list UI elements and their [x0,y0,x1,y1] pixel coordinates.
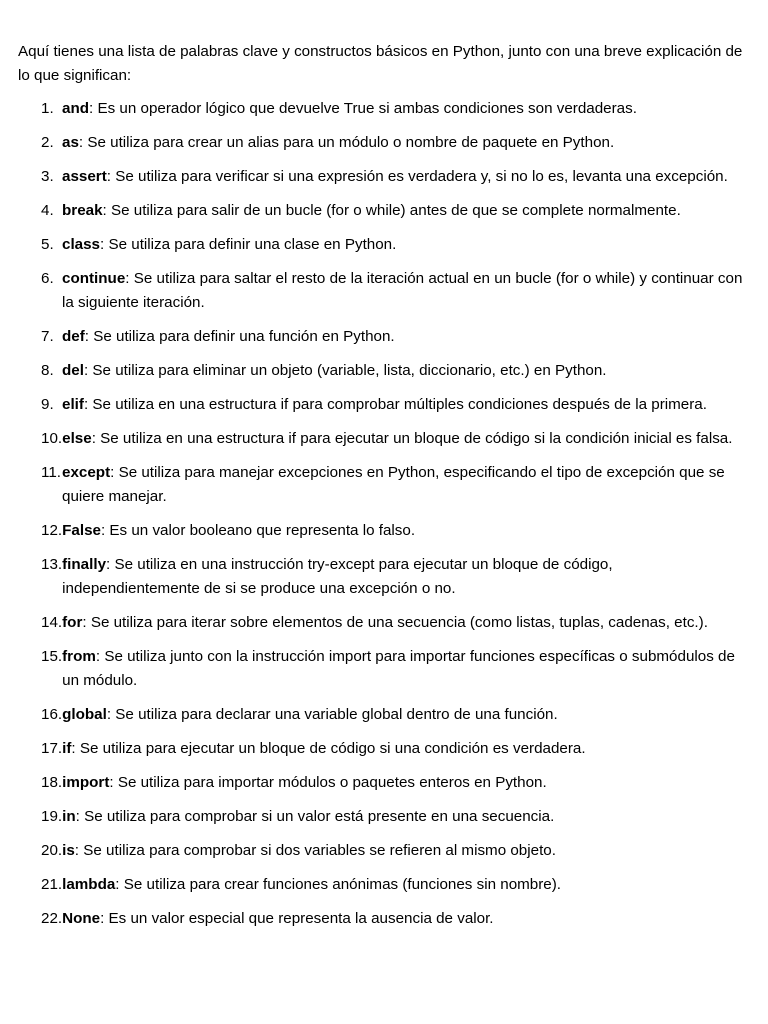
keyword-description: : Se utiliza para salir de un bucle (for o while) antes de que se complete normalmente. [102,202,681,219]
list-item [18,359,750,383]
list-item-number: 3. [41,168,54,185]
list-item-text [62,97,750,121]
list-item-number: 11. [41,464,61,481]
list-item-number: 10. [41,430,63,447]
list-item-number: 18. [41,774,63,791]
list-item-text [62,131,750,155]
list-item [18,737,750,761]
list-item [18,427,750,451]
keyword-description: : Es un operador lógico que devuelve True si ambas condiciones son verdaderas. [89,100,637,117]
keyword-description: : Se utiliza para crear un alias para un módulo o nombre de paquete en Python. [78,134,615,151]
list-item-text [62,771,750,795]
list-item-text [62,461,750,509]
list-item-number: 5. [41,236,54,253]
keyword-term: assert [62,168,107,185]
list-item-number: 14. [41,614,63,631]
keyword-description: : Es un valor especial que representa la ausencia de valor. [100,910,494,927]
intro-paragraph: Aquí tienes una lista de palabras clave y constructos básicos en Python, junto con una breve explicación de lo que significan: [18,43,743,84]
list-item-text [62,233,750,257]
list-item [18,325,750,349]
list-item-text [62,839,750,863]
keyword-description: : Se utiliza para verificar si una expresión es verdadera y, si no lo es, levanta una excepción. [106,168,728,185]
list-item-number: 9. [41,396,54,413]
list-item-number: 22. [41,910,63,927]
keyword-term: continue [62,270,126,287]
list-item [18,907,750,931]
list-item [18,805,750,829]
list-item-number: 20. [41,842,63,859]
list-item-text [62,737,750,761]
keyword-term: import [62,774,110,791]
keyword-term: for [62,614,83,631]
keyword-term: class [62,236,101,253]
keyword-term: del [62,362,84,379]
keyword-term: False [62,522,101,539]
list-item [18,199,750,223]
keyword-term: if [62,740,72,757]
keyword-term: break [62,202,103,219]
keyword-description: : Se utiliza en una instrucción try-except para ejecutar un bloque de código, independientemente de si se produce una excepción o no. [62,556,613,597]
list-item-text [62,267,750,315]
keyword-term: lambda [62,876,116,893]
list-item [18,839,750,863]
list-item-text [62,873,750,897]
keyword-list [18,97,750,931]
list-item-number: 12. [41,522,63,539]
list-item [18,611,750,635]
keyword-term: def [62,328,85,345]
list-item-text [62,427,750,451]
list-item [18,131,750,155]
list-item-text [62,199,750,223]
keyword-description: : Es un valor booleano que representa lo falso. [100,522,416,539]
keyword-description: : Se utiliza para declarar una variable global dentro de una función. [106,706,558,723]
keyword-description: : Se utiliza para definir una función en Python. [84,328,395,345]
list-item-number: 2. [41,134,54,151]
keyword-description: : Se utiliza para comprobar si un valor está presente en una secuencia. [75,808,555,825]
list-item-number: 13. [41,556,63,573]
list-item [18,393,750,417]
keyword-description: : Se utiliza para crear funciones anónimas (funciones sin nombre). [115,876,562,893]
keyword-term: global [62,706,107,723]
list-item [18,873,750,897]
list-item-number: 19. [41,808,63,825]
keyword-term: in [62,808,76,825]
list-item-number: 16. [41,706,63,723]
keyword-term: finally [62,556,107,573]
keyword-description: : Se utiliza en una estructura if para ejecutar un bloque de código si la condición inicial es falsa. [91,430,733,447]
list-item-number: 17. [41,740,63,757]
list-item-number: 15. [41,648,63,665]
keyword-description: : Se utiliza para manejar excepciones en Python, especificando el tipo de excepción que se quiere manejar. [62,464,725,505]
keyword-description: : Se utiliza junto con la instrucción import para importar funciones específicas o submódulos de un módulo. [62,648,735,689]
list-item [18,553,750,601]
keyword-term: and [62,100,90,117]
keyword-term: is [62,842,75,859]
list-item-text [62,907,750,931]
list-item [18,461,750,509]
list-item-text [62,805,750,829]
list-item [18,233,750,257]
list-item-text [62,165,750,189]
list-item [18,645,750,693]
list-item [18,97,750,121]
keyword-description: : Se utiliza para definir una clase en Python. [100,236,397,253]
list-item [18,519,750,543]
list-item-text [62,611,750,635]
keyword-description: : Se utiliza para importar módulos o paquetes enteros en Python. [109,774,547,791]
keyword-description: : Se utiliza para ejecutar un bloque de código si una condición es verdadera. [71,740,586,757]
list-item-number: 21. [41,876,63,893]
list-item-text [62,553,750,601]
list-item-text [62,325,750,349]
list-item-text [62,393,750,417]
list-item-text [62,519,750,543]
list-item [18,771,750,795]
list-item-text [62,703,750,727]
keyword-term: None [62,910,101,927]
list-item-number: 4. [41,202,54,219]
keyword-description: : Se utiliza en una estructura if para comprobar múltiples condiciones después de la primera. [83,396,707,413]
list-item-text [62,645,750,693]
list-item-number: 7. [41,328,54,345]
keyword-description: : Se utiliza para eliminar un objeto (variable, lista, diccionario, etc.) en Python. [83,362,607,379]
list-item [18,165,750,189]
keyword-term: elif [62,396,84,413]
keyword-description: : Se utiliza para saltar el resto de la iteración actual en un bucle (for o while) y continuar con la siguiente iteración. [62,270,743,311]
list-item-number: 6. [41,270,54,287]
keyword-term: else [62,430,92,447]
keyword-term: as [62,134,79,151]
keyword-description: : Se utiliza para comprobar si dos variables se refieren al mismo objeto. [74,842,556,859]
keyword-term: except [62,464,111,481]
keyword-term: from [62,648,96,665]
keyword-description: : Se utiliza para iterar sobre elementos de una secuencia (como listas, tuplas, cadenas, etc.). [82,614,708,631]
list-item-number: 8. [41,362,54,379]
list-item-text [62,359,750,383]
list-item [18,703,750,727]
list-item-number: 1. [41,100,54,117]
list-item [18,267,750,315]
